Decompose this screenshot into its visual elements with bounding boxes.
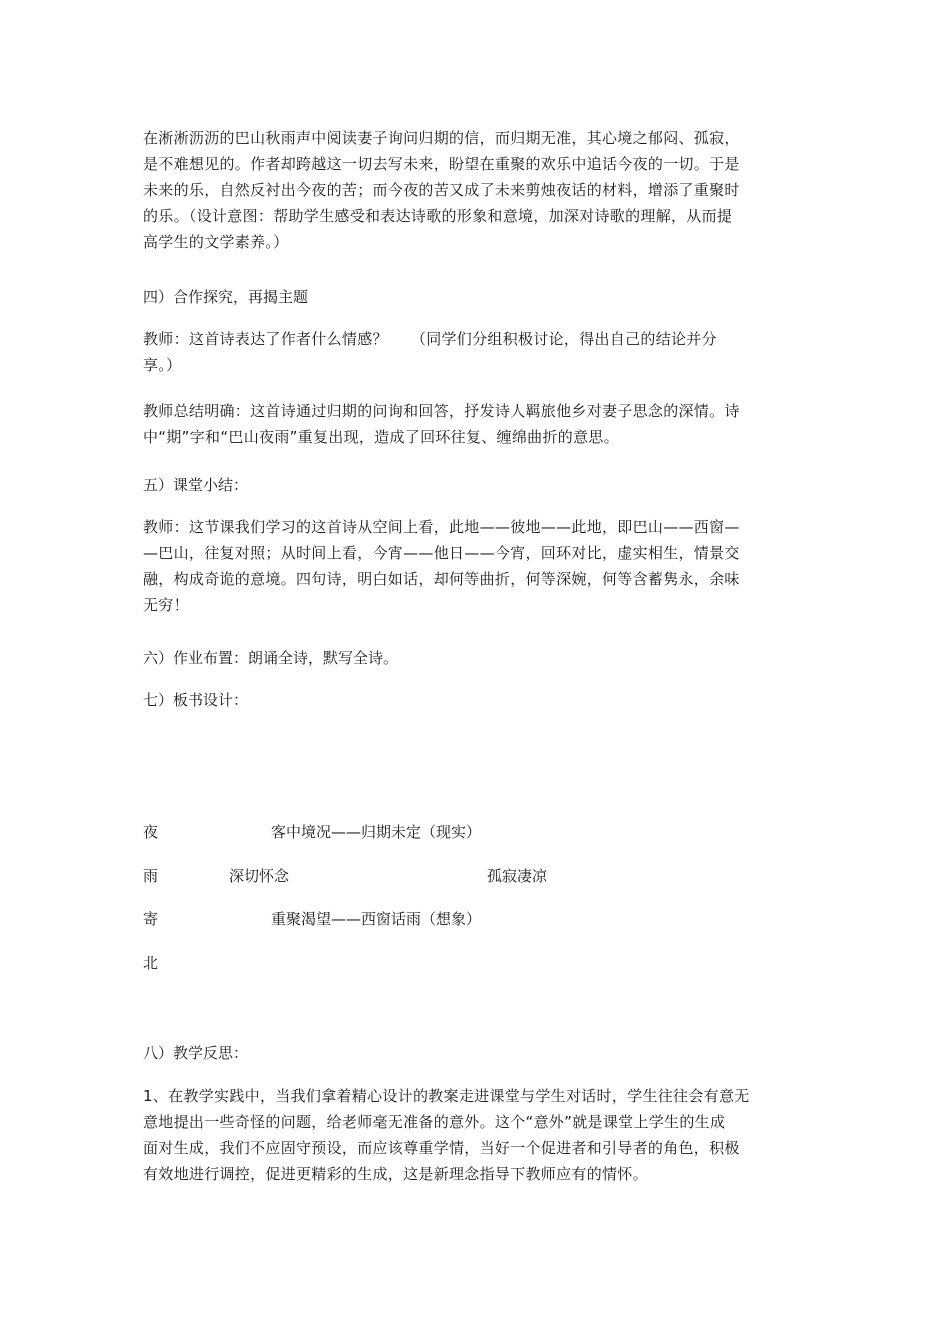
board-title-char: 寄 (143, 910, 159, 928)
board-title-char: 雨 (143, 867, 159, 885)
section-heading-4: 四）合作探究，再揭主题 (143, 288, 309, 306)
board-lonely-desolate: 孤寂凄凉 (487, 867, 548, 885)
paragraph-teacher-summary (143, 398, 808, 450)
text-line: 意地提出一些奇怪的问题，给老师毫无准备的意外。这个“意外”就是课堂上学生的生成 (143, 1113, 726, 1131)
text-line: 的乐。（设计意图：帮助学生感受和表达诗歌的形象和意境，加深对诗歌的理解，从而提 (143, 207, 733, 225)
paragraph-class-summary (143, 514, 808, 618)
text-line: —巴山，往复对照；从时间上看，今宵——他日——今宵，回环对比，虚实相生，情景交 (143, 544, 740, 562)
paragraph-analysis (143, 125, 808, 255)
text-line: 教师：这首诗表达了作者什么情感？ （同学们分组积极讨论，得出自己的结论并分 (143, 330, 717, 348)
text-line: 教师：这节课我们学习的这首诗从空间上看，此地——彼地——此地，即巴山——西窗— (143, 518, 740, 536)
section-heading-5: 五）课堂小结： (143, 476, 249, 494)
text-line: 融，构成奇诡的意境。四句诗，明白如话，却何等曲折，何等深婉，何等含蓄隽永，余味 (143, 570, 740, 588)
text-line: 中“期”字和“巴山夜雨”重复出现，造成了回环往复、缠绵曲折的意思。 (143, 428, 619, 446)
text-line: 无穷！ (143, 596, 189, 614)
section-heading-8: 八）教学反思： (143, 1044, 249, 1062)
board-title-char: 夜 (143, 823, 159, 841)
section-heading-6: 六）作业布置：朗诵全诗，默写全诗。 (143, 649, 399, 667)
section-heading-7: 七）板书设计： (143, 691, 249, 709)
board-line-imagination: 重聚渴望——西窗话雨（想象） (271, 910, 482, 928)
board-title-char: 北 (143, 954, 159, 972)
text-line: 未来的乐，自然反衬出今夜的苦；而今夜的苦又成了未来剪烛夜话的材料，增添了重聚时 (143, 181, 740, 199)
text-line: 教师总结明确：这首诗通过归期的问询和回答，抒发诗人羁旅他乡对妻子思念的深情。诗 (143, 402, 740, 420)
text-line: 是不难想见的。作者却跨越这一切去写未来，盼望在重聚的欢乐中追话今夜的一切。于是 (143, 155, 740, 173)
text-line: 高学生的文学素养。） (143, 233, 289, 251)
board-deep-longing: 深切怀念 (229, 867, 290, 885)
paragraph-reflection (143, 1083, 808, 1187)
board-line-reality: 客中境况——归期未定（现实） (271, 823, 482, 841)
text-line: 在淅淅沥沥的巴山秋雨声中阅读妻子询问归期的信，而归期无准，其心境之郁闷、孤寂， (143, 129, 740, 147)
text-line: 享。） (143, 356, 182, 374)
paragraph-teacher-question (143, 326, 808, 378)
text-line: 面对生成，我们不应固守预设，而应该尊重学情，当好一个促进者和引导者的角色，积极 (143, 1139, 740, 1157)
text-line: 1、在教学实践中，当我们拿着精心设计的教案走进课堂与学生对话时，学生往往会有意无 (143, 1087, 750, 1105)
text-line: 有效地进行调控，促进更精彩的生成，这是新理念指导下教师应有的情怀。 (143, 1165, 648, 1183)
